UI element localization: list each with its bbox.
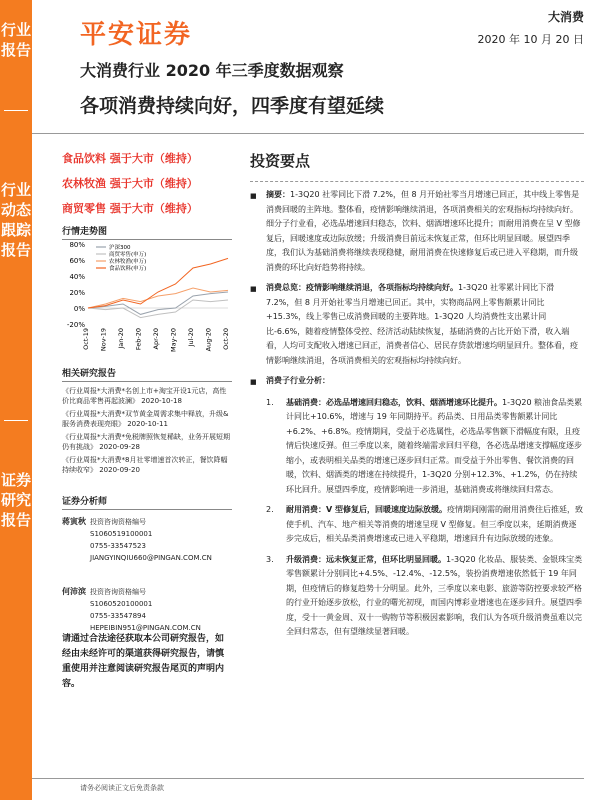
report-date: 2020 年 10 月 20 日 [477,33,584,46]
sidebar [0,0,32,800]
analyst-email[interactable]: HEPEIBIN951@PINGAN.COM.CN [90,624,201,632]
y-tick-label: 40% [69,273,85,281]
legend-label: 商贸零售(申万) [109,252,147,258]
item-text: 1-3Q20 粮油食品类累计同比+10.6%，增速与 19 年同期持平。药品类、日用品类零售额累计同比+6.2%、+6.8%。疫情期间，受益于必选属性，必选品零售额下滑幅度有限，且疫情后快速反弹。但三季度以来，随着终端需求回归平稳，各必选品增速支撑幅度逐步缩小，或表明相关品类的增速已逐步回归正常。而受益于外出零售、餐饮消费的回暖，饮料、烟酒类的增速在持续提升，1-3Q20 分别+12.3%、+1.2%，仍在持续环比回升。展望四季度，疫情影响进一步消退，基础消费或将继续回归常态。 [286,397,583,494]
bullet-text: 1-3Q20 社零同比下滑 7.2%，但 8 月开始社零当月增速已回正，其中线上零售是消费回暖的主阵地。整体看，疫情影响继续消退，各项消费相关的宏观指标均持续向好。细分子行业看，必选品增速回归稳态，饮料、烟酒增速环比提升；而耐用消费在呈 V 型修复后，回暖速度或边际放缓；升级消费目前远未恢复正常，但环比明显回暖。展望四季度，我们认为基础消费将继续表现稳健，耐用消费在快速修复后或已进入平稳期，而升级消费的环比向好趋势将持续。 [266,190,581,272]
x-tick-label: May-20 [169,328,178,352]
x-tick-label: Apr-20 [152,328,160,350]
sidebar-label-top: 行业报告 [0,21,31,59]
bullet-subsectors [250,374,584,390]
bullet-overview [250,281,584,368]
x-tick-label: Oct-19 [82,328,90,350]
item-number: 2. [266,505,274,514]
numbered-item [250,396,584,498]
sidebar-divider [4,110,28,111]
related-item[interactable]: 《行业周报*大消费*双节黄金周需求集中释放，升级&服务消费表现亮眼》 2020-10-11 [62,410,229,428]
footer-note: 请务必阅读正文后免责条款 [80,784,164,792]
item-bold: 耐用消费：V 型修复后，回暖速度边际放缓。 [286,505,447,514]
disclaimer: 请通过合法途径获取本公司研究报告，如经由未经许可的渠道获得研究报告，请慎重使用并注意阅读研究报告尾页的声明内容。 [62,634,225,689]
item-number: 3. [266,554,274,564]
x-tick-label: Nov-19 [99,328,108,352]
analyst-id: S1060520100001 [90,600,153,608]
bullet-text: 1-3Q20 社零累计同比下滑 7.2%，但 8 月开始社零当月增速已回正。其中，实物商品网上零售额累计同比+15.3%，线上零售已成消费回暖的主要阵地。1-3Q20 人均消费性支出累计同比-6.6%，随着疫情整体受控、经济活动陆续恢复，基础消费的占比开始下滑，收入端看，人均可支配收入增速已回正，消费者信心、居民存贷款增速均明显回升。整体看，疫情影响继续消退，各项消费相关的宏观指标均持续向好。 [266,283,578,365]
analyst-role: 投资咨询资格编号 [90,518,146,526]
analyst-name: 何沛滨 [62,587,86,596]
related-item[interactable]: 《行业周报*大消费*8月社零增速首次转正，餐饮降幅持续收窄》 2020-09-20 [62,456,228,474]
rating-food-beverage: 食品饮料 强于大市（维持） [62,152,198,165]
bullet-bold: 摘要： [266,190,290,199]
square-bullet-icon: ■ [250,285,257,293]
bullet-summary [250,188,584,275]
x-tick-label: Feb-20 [134,328,143,351]
trend-title: 行情走势图 [62,224,232,240]
x-tick-label: Jan-20 [117,328,125,349]
footer-rule [32,778,584,779]
sidebar-label-bottom: 证券研究报告 [0,471,31,529]
rating-agriculture: 农林牧渔 强于大市（维持） [62,177,198,190]
related-title: 相关研究报告 [62,366,232,382]
y-tick-label: 0% [73,305,85,313]
related-item[interactable]: 《行业周报*大消费*免税牌照恢复稀缺，业务开展短期仍有挑战》 2020-09-28 [62,433,230,451]
related-item[interactable]: 《行业周报*大消费*名创上市+淘宝开设1元店，高性价比商品零售再起波澜》 2020-10-18 [62,387,227,405]
x-tick-label: Oct-20 [222,328,230,350]
y-tick-label: 80% [69,241,85,249]
numbered-item [250,503,584,547]
y-tick-label: 20% [69,289,85,297]
title-block [80,58,580,118]
x-tick-label: Aug-20 [204,328,213,352]
analyst-phone: 0755-33547523 [90,542,146,550]
item-text: 疫情期间刚需的耐用消费往后推延，致使手机、汽车、地产相关等消费的增速呈现 V 型修复。但三季度以来，延期消费逐步完成后，相关品类消费增速或已进入平稳期，增速回升有边际放缓的迹象。 [286,505,583,543]
legend-label: 农林牧渔(申万) [109,259,147,265]
bullet-bold: 消费总览：疫情影响继续消退，各项指标均持续向好。 [266,283,458,292]
square-bullet-icon: ■ [250,378,257,386]
trend-chart-svg [62,238,234,356]
analysts-section [62,494,232,634]
item-bold: 升级消费：远未恢复正常，但环比明显回暖。 [286,554,446,564]
main-title: 投资要点 [250,152,311,170]
report-category: 大消费 [547,10,584,24]
dotted-divider [250,181,584,182]
analyst-phone: 0755-33547894 [90,612,146,620]
legend-label: 沪深300 [109,245,131,251]
analyst-email[interactable]: JIANGYINQIU660@PINGAN.COM.CN [90,554,212,562]
report-subtitle: 各项消费持续向好，四季度有望延续 [80,95,385,117]
related-section [62,366,232,478]
sidebar-label-mid: 行业动态跟踪报告 [0,181,31,259]
analysts-title: 证券分析师 [62,494,232,510]
header-rule [32,133,584,134]
report-title: 大消费行业 2020 年三季度数据观察 [80,61,344,80]
analyst-id: S1060519100001 [90,530,153,538]
main-content [250,150,584,646]
analyst-role: 投资咨询资格编号 [90,588,146,596]
x-tick-label: Jul-20 [187,328,195,347]
square-bullet-icon: ■ [250,192,257,200]
trend-chart [62,238,234,356]
analyst-card [62,516,232,564]
sidebar-divider [4,420,28,421]
legend-label: 食品饮料(申万) [109,266,147,272]
brand-logo: 平安证券 [80,20,193,50]
item-number: 1. [266,397,274,407]
item-bold: 基础消费：必选品增速回归稳态，饮料、烟酒增速环比提升。 [286,397,502,407]
analyst-name: 蒋寅秋 [62,517,86,526]
bullet-bold: 消费子行业分析： [266,376,330,385]
analyst-card [62,586,232,634]
numbered-item [250,553,584,640]
y-tick-label: 60% [69,257,85,265]
item-text: 1-3Q20 化妆品、服装类、金银珠宝类零售额累计分别同比+4.5%、-12.4%、-12.5%，装扮消费增速依然低于 19 年同期，但疫情后的修复趋势十分明显。此外，三季度以来电影、旅游等防控要求较严格的行业开始逐步放松，行业的曙光初现，而国内博彩业增速也在逐步回升。展望四季度，受十一黄金周、双十一购物节等积极因素影响，我们认为各项升级消费虽难以完全回归常态，但有望继续显著回暖。 [286,554,583,636]
header-info [478,8,584,47]
y-tick-label: -20% [66,321,85,329]
rating-retail: 商贸零售 强于大市（维持） [62,202,198,215]
ratings [62,150,232,225]
